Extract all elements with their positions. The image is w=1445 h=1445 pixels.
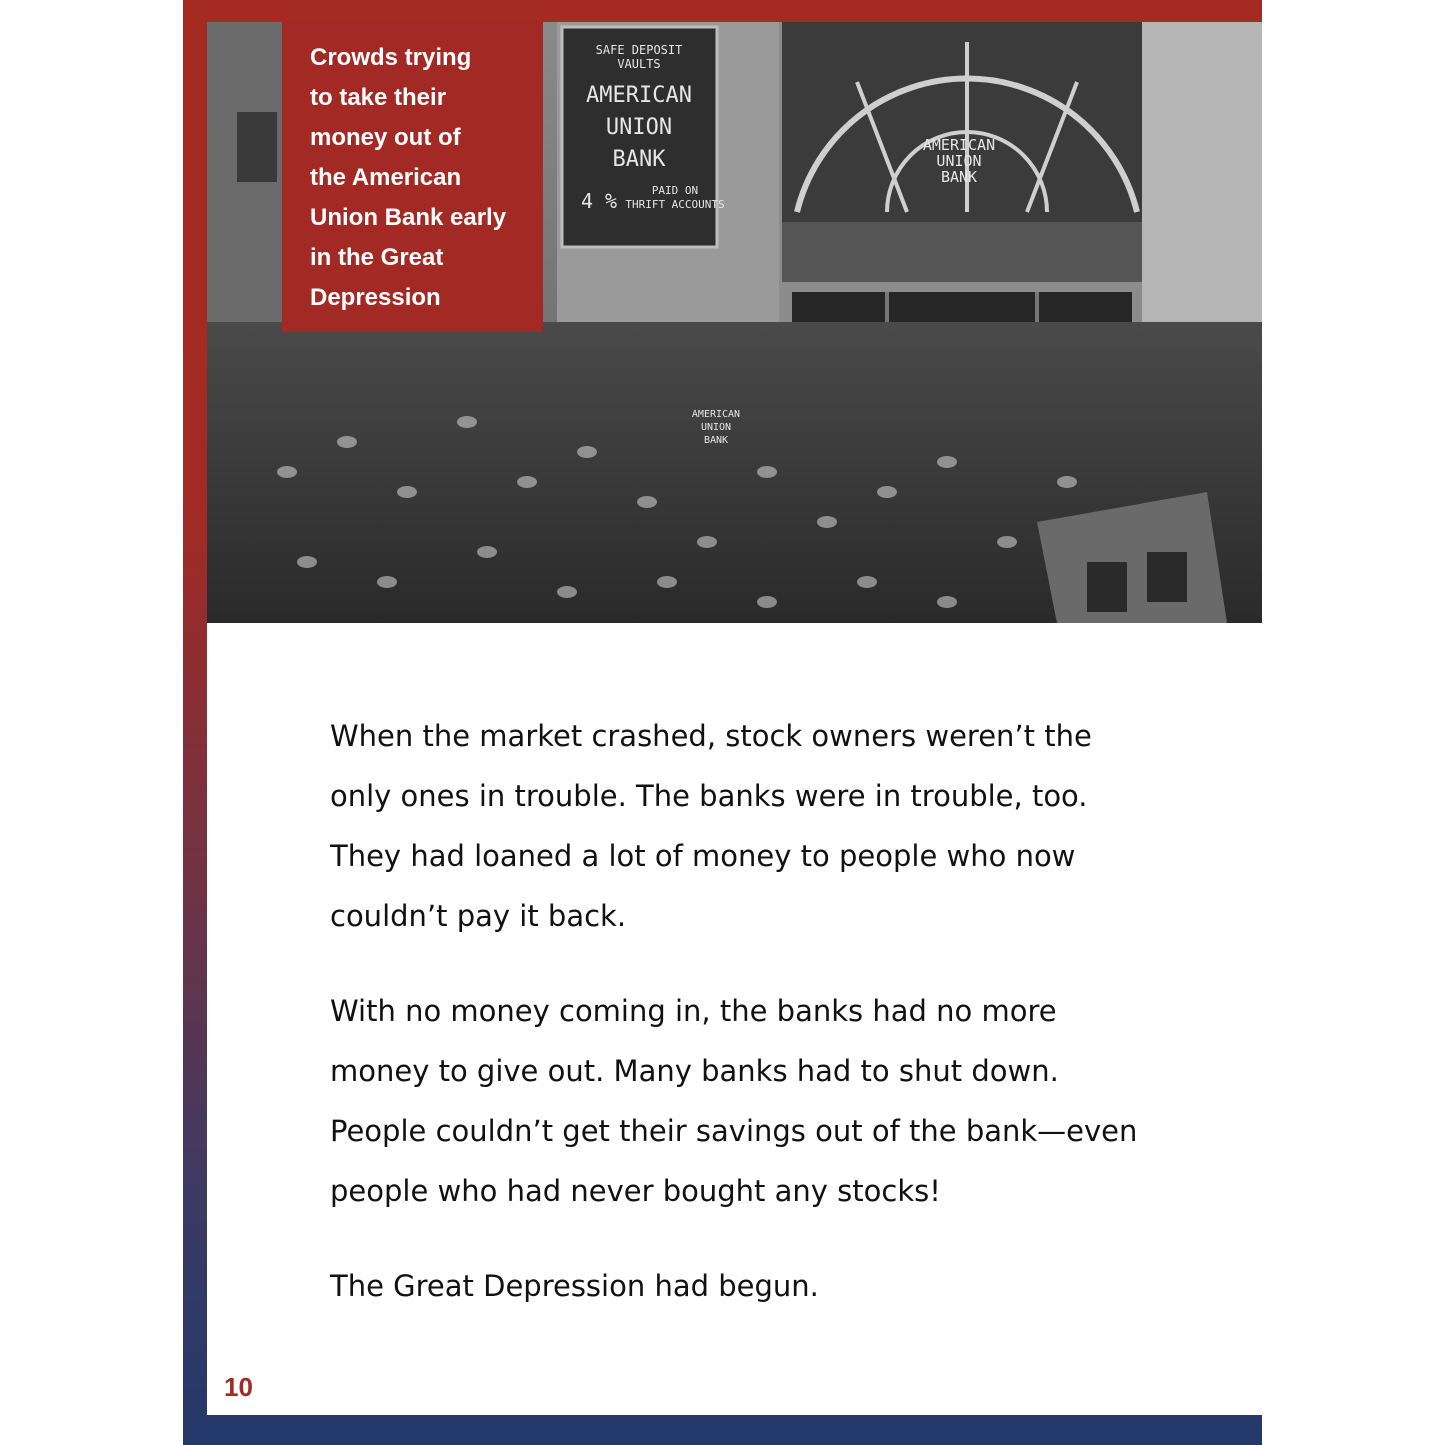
page-number: 10 (224, 1372, 253, 1402)
photo-caption: Crowds trying to take their money out of the American Union Bank early in the Great Depression (310, 44, 507, 311)
sign-bank-name-line-2: UNION (605, 115, 673, 140)
plaque-line-1: AMERICAN (691, 409, 741, 420)
bank-crowd-photo (207, 22, 1262, 623)
sign-safe-deposit-line-2: VAULTS (617, 57, 661, 71)
body-text (330, 706, 1150, 1351)
paragraph-2: With no money coming in, the banks had no more money to give out. Many banks had to shut down. People couldn’t get their savings out of the bank—even people who had never bought any stocks! (330, 994, 1138, 1208)
sign-interest-rate: 4 % (580, 189, 618, 213)
book-page (207, 22, 1262, 1415)
paragraph-3: The Great Depression had begun. (330, 1269, 819, 1303)
sign-safe-deposit-line-1: SAFE DEPOSIT (595, 43, 683, 57)
arch-sign-line-2: UNION (936, 152, 982, 170)
sign-interest-note-line-2: THRIFT ACCOUNTS (625, 198, 725, 211)
arch-sign-line-1: AMERICAN (922, 136, 996, 154)
sign-interest-note-line-1: PAID ON (651, 184, 699, 197)
photo-caption-box (282, 22, 543, 332)
sign-bank-name-line-3: BANK (612, 147, 666, 172)
plaque-line-3: BANK (703, 435, 729, 446)
plaque-line-2: UNION (700, 422, 732, 433)
paragraph-1: When the market crashed, stock owners weren’t the only ones in trouble. The banks were in trouble, too. They had loaned a lot of money to people who now couldn’t pay it back. (330, 719, 1092, 933)
arch-sign-line-3: BANK (940, 168, 978, 186)
sign-bank-name-line-1: AMERICAN (586, 83, 692, 108)
